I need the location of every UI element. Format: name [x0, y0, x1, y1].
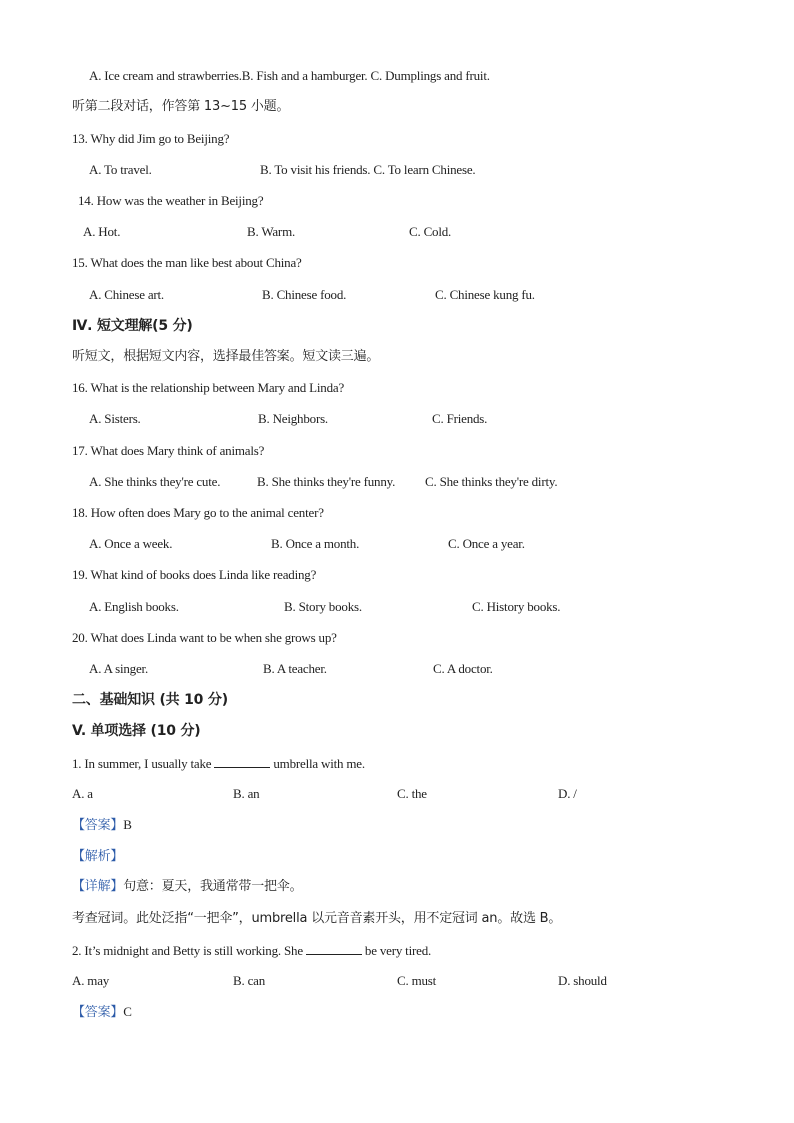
q17-option-a: A. She thinks they're cute.	[89, 474, 221, 489]
mc2-answer-value: C	[123, 1004, 132, 1019]
q19-option-c: C. History books.	[472, 599, 561, 614]
q17-option-c: C. She thinks they're dirty.	[425, 474, 558, 489]
q13-option-bc: B. To visit his friends. C. To learn Chinese.	[260, 162, 476, 177]
mc1-analysis	[72, 848, 123, 865]
q18-option-c: C. Once a year.	[448, 536, 525, 551]
question-15: 15. What does the man like best about China?	[72, 255, 302, 270]
mc1-detail-text: 句意：夏天，我通常带一把伞。	[123, 879, 303, 894]
mc2-option-a: A. may	[72, 973, 110, 988]
q19-option-a: A. English books.	[89, 599, 179, 614]
mc2-answer	[72, 1004, 132, 1021]
q16-option-a: A. Sisters.	[89, 411, 141, 426]
q15-option-a: A. Chinese art.	[89, 287, 164, 302]
mc-question-2	[72, 942, 431, 959]
question-20: 20. What does Linda want to be when she grows up?	[72, 630, 337, 645]
q14-option-b: B. Warm.	[247, 224, 296, 239]
q14-option-a: A. Hot.	[83, 224, 121, 239]
mc1-answer-value: B	[123, 817, 132, 832]
mc1-text-before: 1. In summer, I usually take	[72, 756, 212, 771]
q20-option-b: B. A teacher.	[263, 661, 327, 676]
question-16: 16. What is the relationship between Mary and Linda?	[72, 380, 345, 395]
mc1-option-c: C. the	[397, 786, 427, 801]
q20-option-c: C. A doctor.	[433, 661, 493, 676]
mc-question-1	[72, 755, 365, 772]
question-19: 19. What kind of books does Linda like reading?	[72, 567, 317, 582]
q17-option-b: B. She thinks they're funny.	[257, 474, 396, 489]
dialogue-2-instruction: 听第二段对话，作答第 13~15 小题。	[72, 99, 290, 114]
mc1-text-after: umbrella with me.	[273, 756, 365, 771]
question-18: 18. How often does Mary go to the animal center?	[72, 505, 324, 520]
answer-tag: 【答案】	[72, 818, 124, 833]
answer-blank	[214, 755, 270, 768]
section-5-heading: V. 单项选择 (10 分)	[72, 723, 201, 739]
answer-tag: 【答案】	[72, 1005, 124, 1020]
mc1-option-b: B. an	[233, 786, 260, 801]
mc2-option-b: B. can	[233, 973, 266, 988]
q15-option-b: B. Chinese food.	[262, 287, 347, 302]
mc1-explanation: 考查冠词。此处泛指“一把伞”，umbrella 以元音音素开头，用不定冠词 an。故选 B。	[72, 911, 562, 926]
q16-option-b: B. Neighbors.	[258, 411, 328, 426]
section-4-heading: Ⅳ. 短文理解(5 分)	[72, 318, 193, 334]
question-17: 17. What does Mary think of animals?	[72, 443, 265, 458]
q12-options: A. Ice cream and strawberries.B. Fish and a hamburger. C. Dumplings and fruit.	[89, 68, 490, 83]
q13-option-a: A. To travel.	[89, 162, 152, 177]
mc2-text-after: be very tired.	[364, 943, 432, 958]
q14-option-c: C. Cold.	[409, 224, 452, 239]
q19-option-b: B. Story books.	[284, 599, 362, 614]
mc1-answer	[72, 817, 132, 834]
answer-blank	[306, 942, 362, 955]
q15-option-c: C. Chinese kung fu.	[435, 287, 535, 302]
mc1-detail	[72, 879, 302, 895]
q16-option-c: C. Friends.	[432, 411, 488, 426]
part-2-heading: 二、基础知识 (共 10 分)	[72, 692, 228, 708]
q20-option-a: A. A singer.	[89, 661, 148, 676]
q18-option-b: B. Once a month.	[271, 536, 360, 551]
mc2-text-before: 2. It’s midnight and Betty is still working. She	[72, 943, 303, 958]
mc1-option-d: D. /	[558, 786, 577, 801]
question-13: 13. Why did Jim go to Beijing?	[72, 131, 230, 146]
q18-option-a: A. Once a week.	[89, 536, 173, 551]
analysis-tag: 【解析】	[72, 849, 124, 864]
mc2-option-d: D. should	[558, 973, 607, 988]
mc1-option-a: A. a	[72, 786, 93, 801]
question-14: 14. How was the weather in Beijing?	[78, 193, 264, 208]
detail-tag: 【详解】	[72, 879, 124, 894]
section-4-instruction: 听短文，根据短文内容，选择最佳答案。短文读三遍。	[72, 349, 380, 364]
mc2-option-c: C. must	[397, 973, 437, 988]
